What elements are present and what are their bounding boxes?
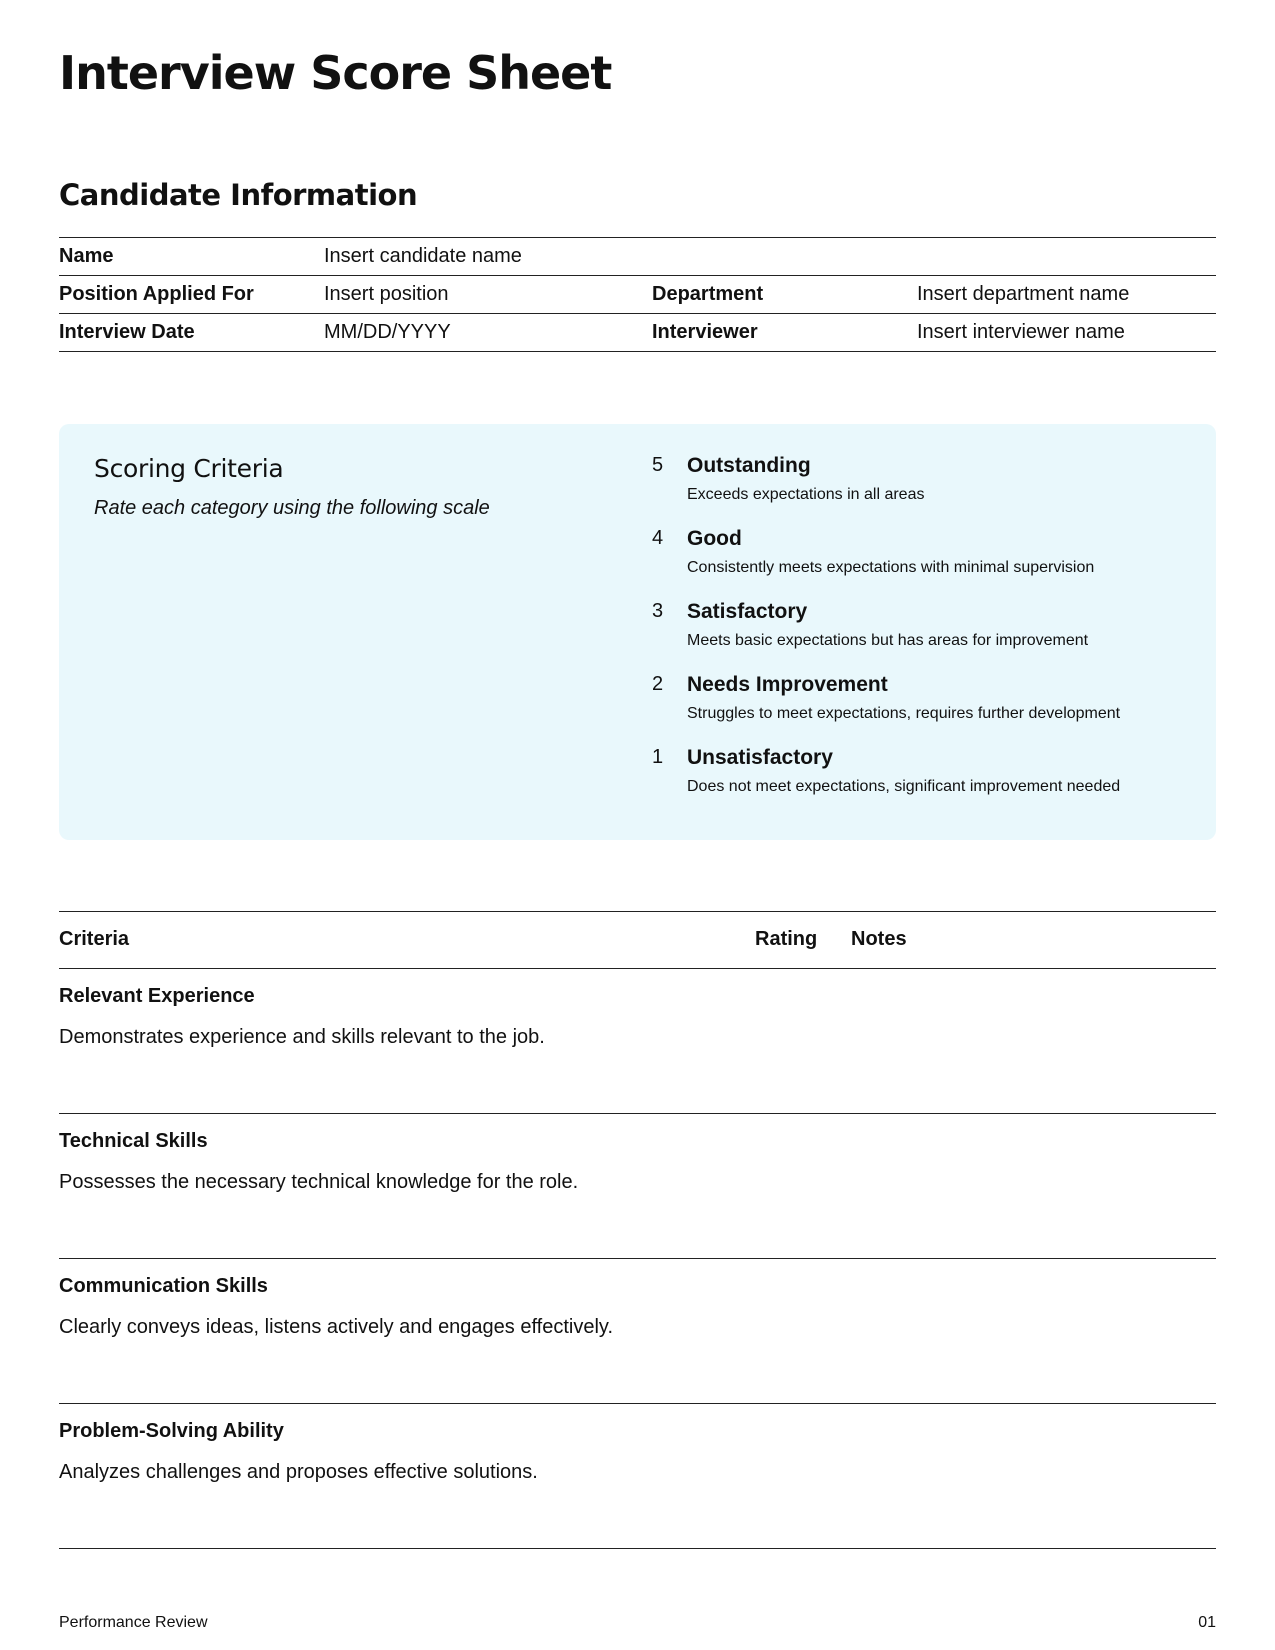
criteria-name: Relevant Experience: [59, 985, 255, 1007]
scale-name: Unsatisfactory: [687, 746, 833, 769]
scale-score: 5: [652, 454, 664, 476]
scale-item: [652, 746, 1192, 819]
info-value: [917, 238, 1216, 276]
info-label: Interviewer: [652, 314, 917, 352]
header-notes: Notes: [851, 928, 907, 950]
scale-description: Meets basic expectations but has areas for improvement: [687, 632, 1089, 649]
info-label: Name: [59, 238, 324, 276]
info-row-date: [59, 314, 1216, 352]
criteria-name: Technical Skills: [59, 1130, 208, 1152]
candidate-info-table: [59, 237, 1216, 352]
scale-item: [652, 600, 1192, 673]
scale-item: [652, 673, 1192, 746]
document-title: Interview Score Sheet: [59, 46, 612, 100]
scoring-scale-list: [652, 454, 1192, 819]
info-row-position: [59, 276, 1216, 314]
evaluation-row[interactable]: [59, 1404, 1216, 1549]
info-row-name: [59, 238, 1216, 276]
criteria-name: Problem-Solving Ability: [59, 1420, 284, 1442]
scale-name: Satisfactory: [687, 600, 808, 623]
scoring-criteria-box: [59, 424, 1216, 840]
interviewer-field[interactable]: Insert interviewer name: [917, 314, 1216, 352]
evaluation-table: [59, 911, 1216, 1549]
info-label: [652, 238, 917, 276]
scale-name: Good: [687, 527, 742, 550]
scale-item: [652, 454, 1192, 527]
header-criteria: Criteria: [59, 928, 130, 950]
interview-date-field[interactable]: MM/DD/YYYY: [324, 314, 652, 352]
footer-page-number: 01: [1198, 1614, 1216, 1631]
scoring-criteria-subtitle: Rate each category using the following scale: [94, 497, 490, 519]
criteria-description: Clearly conveys ideas, listens actively and engages effectively.: [59, 1316, 613, 1338]
document-page: [59, 0, 1216, 1650]
scoring-criteria-title: Scoring Criteria: [94, 454, 284, 483]
position-field[interactable]: Insert position: [324, 276, 652, 314]
scale-score: 3: [652, 600, 664, 622]
scale-score: 1: [652, 746, 664, 768]
criteria-name: Communication Skills: [59, 1275, 268, 1297]
evaluation-row[interactable]: [59, 1114, 1216, 1259]
candidate-info-title: Candidate Information: [59, 178, 418, 212]
criteria-description: Demonstrates experience and skills relevant to the job.: [59, 1026, 545, 1048]
info-label: Position Applied For: [59, 276, 324, 314]
scale-name: Needs Improvement: [687, 673, 888, 696]
footer-document-name: Performance Review: [59, 1614, 208, 1631]
scale-description: Struggles to meet expectations, requires further development: [687, 705, 1121, 722]
evaluation-row[interactable]: [59, 1259, 1216, 1404]
info-label: Department: [652, 276, 917, 314]
header-rating: Rating: [755, 928, 818, 950]
candidate-name-field[interactable]: Insert candidate name: [324, 238, 652, 276]
scale-name: Outstanding: [687, 454, 811, 477]
criteria-description: Possesses the necessary technical knowledge for the role.: [59, 1171, 579, 1193]
department-field[interactable]: Insert department name: [917, 276, 1216, 314]
scale-description: Does not meet expectations, significant improvement needed: [687, 778, 1121, 795]
info-label: Interview Date: [59, 314, 324, 352]
scale-score: 4: [652, 527, 664, 549]
scale-description: Exceeds expectations in all areas: [687, 486, 925, 503]
scale-item: [652, 527, 1192, 600]
scale-description: Consistently meets expectations with minimal supervision: [687, 559, 1095, 576]
evaluation-header: [59, 911, 1216, 969]
scale-score: 2: [652, 673, 664, 695]
evaluation-row[interactable]: [59, 969, 1216, 1114]
criteria-description: Analyzes challenges and proposes effective solutions.: [59, 1461, 538, 1483]
